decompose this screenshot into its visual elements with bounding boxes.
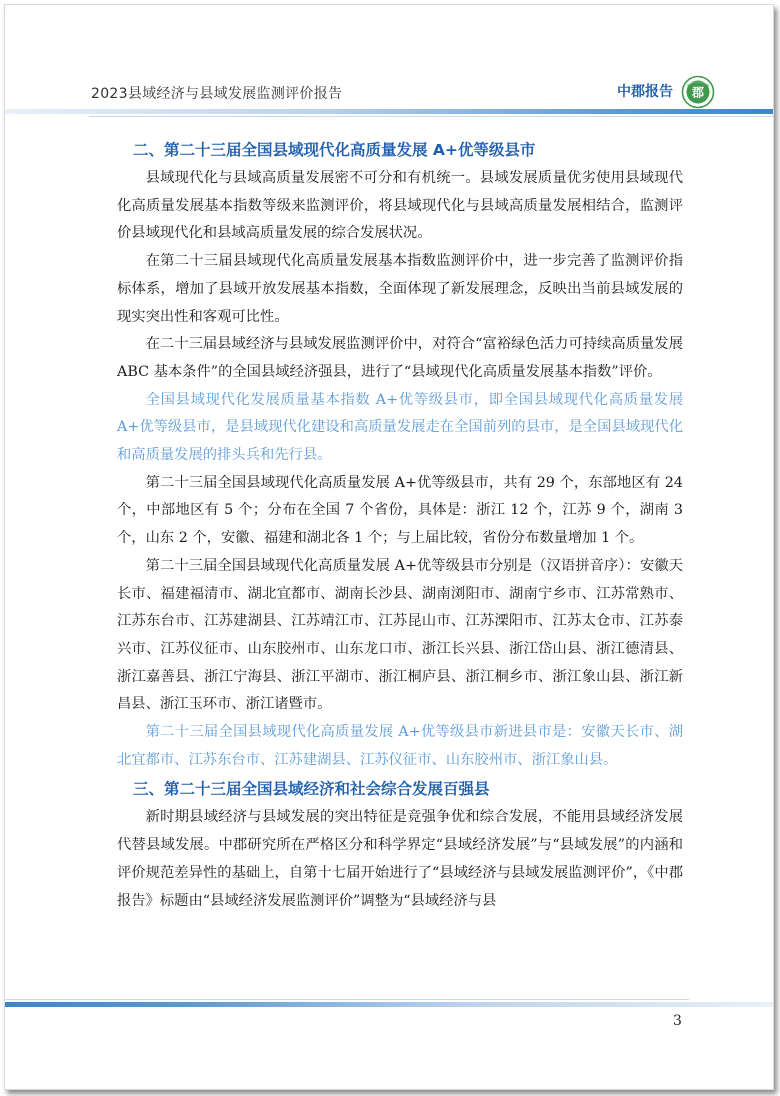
- paragraph: 第二十三届全国县域现代化高质量发展 A+优等级县市，共有 29 个，东部地区有 24 个，中部地区有 5 个；分布在全国 7 个省份，具体是：浙江 12 个，江苏 9 个，湖南 3 个，山东 2 个，安徽、福建和湖北各 1 个；与上届比较，省份分布数量增加 1 个。: [117, 474, 683, 547]
- highlight-paragraph: 第二十三届全国县域现代化高质量发展 A+优等级县市新进县市是：安徽天长市、湖北宜都市、江苏东台市、江苏建湖县、江苏仪征市、山东胶州市、浙江象山县。: [117, 724, 683, 768]
- paragraph: 在第二十三届县域现代化高质量发展基本指数监测评价中，进一步完善了监测评价指标体系，增加了县域开放发展基本指数，全面体现了新发展理念，反映出当前县域发展的现实突出性和客观可比性。: [117, 253, 683, 325]
- footer-divider-bar: [5, 1002, 773, 1007]
- section-heading-3: 三、第二十三届全国县域经济和社会综合发展百强县: [133, 780, 490, 799]
- paragraph: 第二十三届全国县域现代化高质量发展 A+优等级县市分别是（汉语拼音序）：安徽天长市、福建福清市、湖北宜都市、湖南长沙县、湖南浏阳市、湖南宁乡市、江苏常熟市、江苏东台市、江苏建湖县、江苏靖江市、江苏昆山市、江苏溧阳市、江苏太仓市、江苏泰兴市、江苏仪征市、山东胶州市、山东龙口市、浙江长兴县、浙江岱山县、浙江德清县、浙江嘉善县、浙江宁海县、浙江平湖市、浙江桐庐县、浙江桐乡市、浙江象山县、浙江新昌县、浙江玉环市、浙江诸暨市。: [117, 557, 683, 713]
- paragraph: 在二十三届县域经济与县域发展监测评价中，对符合“富裕绿色活力可持续高质量发展 ABC 基本条件”的全国县域经济强县，进行了“县域现代化高质量发展基本指数”评价。: [117, 336, 683, 380]
- header-divider-line: [89, 116, 773, 117]
- header-title: 2023县域经济与县域发展监测评价报告: [91, 86, 343, 102]
- paragraph: 新时期县域经济与县域发展的突出特征是竞强争优和综合发展，不能用县域经济发展代替县域发展。中郡研究所在严格区分和科学界定“县域经济发展”与“县域发展”的内涵和评价规范差异性的基础上，自第十七届开始进行了“县域经济与县域发展监测评价”，《中郡报告》标题由“县域经济发展监测评价”调整为“县域经济与县: [117, 809, 683, 909]
- paragraph: 县域现代化与县域高质量发展密不可分和有机统一。县域发展质量优劣使用县域现代化高质量发展基本指数等级来监测评价，将县域现代化与县域高质量发展相结合，监测评价县域现代化和县域高质量发展的综合发展状况。: [117, 170, 683, 242]
- section-heading-2: 二、第二十三届全国县域现代化高质量发展 A+优等级县市: [133, 141, 536, 159]
- header-divider-bar: [5, 109, 773, 114]
- page-number: 3: [673, 1013, 682, 1029]
- report-body: [117, 135, 683, 915]
- document-page: [4, 4, 774, 1090]
- highlight-paragraph: 全国县域现代化发展质量基本指数 A+优等级县市，即全国县域现代化高质量发展 A+优等级县市，是县域现代化建设和高质量发展走在全国前列的县市，是全国县域现代化和高质量发展的排头兵和先行县。: [117, 391, 683, 464]
- brand-logo-icon: [681, 75, 715, 109]
- logo-mark: 郡: [691, 85, 705, 100]
- header-brand: 中郡报告: [617, 84, 673, 100]
- footer-divider-line: [5, 999, 689, 1000]
